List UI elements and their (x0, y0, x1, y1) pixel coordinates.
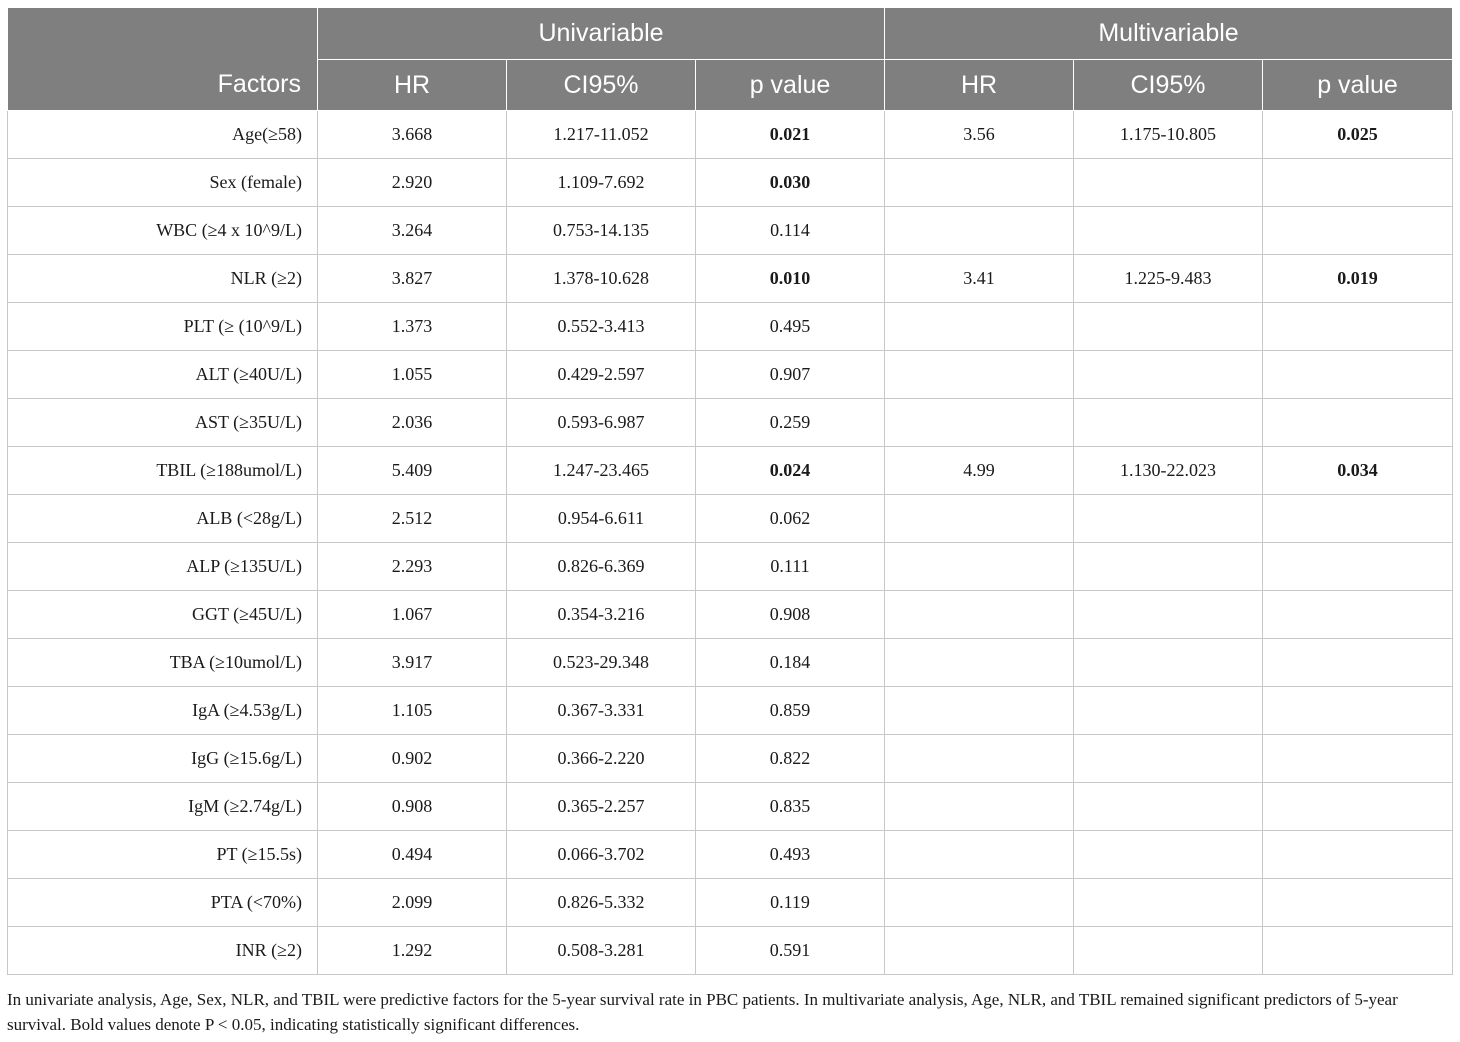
cell-uni-p: 0.062 (696, 495, 885, 543)
cell-uni-p: 0.119 (696, 879, 885, 927)
header-multi-p: p value (1263, 60, 1453, 111)
cell-uni-p: 0.495 (696, 303, 885, 351)
cell-uni-ci: 0.753-14.135 (507, 207, 696, 255)
cell-uni-hr: 3.264 (318, 207, 507, 255)
cell-multi-p (1263, 207, 1453, 255)
cell-multi-hr (885, 159, 1074, 207)
cell-factor: INR (≥2) (8, 927, 318, 975)
cell-uni-ci: 0.365-2.257 (507, 783, 696, 831)
cell-uni-hr: 2.036 (318, 399, 507, 447)
cell-factor: Age(≥58) (8, 111, 318, 159)
cell-factor: ALB (<28g/L) (8, 495, 318, 543)
cell-uni-hr: 3.827 (318, 255, 507, 303)
cell-multi-hr (885, 831, 1074, 879)
cell-uni-hr: 0.908 (318, 783, 507, 831)
cell-uni-p: 0.835 (696, 783, 885, 831)
cell-multi-hr (885, 207, 1074, 255)
cell-uni-ci: 1.217-11.052 (507, 111, 696, 159)
table-row (8, 879, 1453, 927)
table-row (8, 831, 1453, 879)
table-row (8, 159, 1453, 207)
table-row (8, 543, 1453, 591)
cell-multi-hr (885, 879, 1074, 927)
cell-uni-ci: 1.378-10.628 (507, 255, 696, 303)
cell-multi-ci (1074, 351, 1263, 399)
cell-multi-ci: 1.175-10.805 (1074, 111, 1263, 159)
cell-multi-p (1263, 831, 1453, 879)
header-uni-ci: CI95% (507, 60, 696, 111)
cell-factor: Sex (female) (8, 159, 318, 207)
cell-uni-hr: 0.902 (318, 735, 507, 783)
cell-uni-ci: 0.593-6.987 (507, 399, 696, 447)
cell-multi-p (1263, 351, 1453, 399)
cell-multi-ci (1074, 927, 1263, 975)
cell-multi-p (1263, 639, 1453, 687)
cell-uni-hr: 1.292 (318, 927, 507, 975)
cell-multi-p (1263, 687, 1453, 735)
cell-uni-hr: 2.512 (318, 495, 507, 543)
table-row (8, 111, 1453, 159)
cell-multi-ci (1074, 399, 1263, 447)
header-uni-hr: HR (318, 60, 507, 111)
cell-factor: ALT (≥40U/L) (8, 351, 318, 399)
cell-uni-p: 0.591 (696, 927, 885, 975)
cell-factor: ALP (≥135U/L) (8, 543, 318, 591)
cell-multi-p: 0.034 (1263, 447, 1453, 495)
regression-table (7, 7, 1453, 975)
cell-multi-hr (885, 639, 1074, 687)
cell-factor: NLR (≥2) (8, 255, 318, 303)
cell-uni-ci: 0.367-3.331 (507, 687, 696, 735)
table-row (8, 303, 1453, 351)
cell-multi-hr (885, 783, 1074, 831)
cell-uni-hr: 5.409 (318, 447, 507, 495)
cell-uni-hr: 2.920 (318, 159, 507, 207)
header-multivariable: Multivariable (885, 8, 1453, 60)
cell-factor: IgG (≥15.6g/L) (8, 735, 318, 783)
cell-uni-ci: 0.366-2.220 (507, 735, 696, 783)
cell-multi-ci (1074, 591, 1263, 639)
cell-multi-ci (1074, 495, 1263, 543)
cell-multi-p: 0.025 (1263, 111, 1453, 159)
cell-uni-ci: 0.508-3.281 (507, 927, 696, 975)
table-row (8, 783, 1453, 831)
header-multi-ci: CI95% (1074, 60, 1263, 111)
cell-uni-hr: 3.668 (318, 111, 507, 159)
cell-multi-hr (885, 927, 1074, 975)
table-row (8, 687, 1453, 735)
cell-multi-ci (1074, 159, 1263, 207)
table-row (8, 495, 1453, 543)
cell-multi-p: 0.019 (1263, 255, 1453, 303)
cell-multi-hr: 3.41 (885, 255, 1074, 303)
cell-multi-p (1263, 735, 1453, 783)
table-footnote: In univariate analysis, Age, Sex, NLR, and TBIL were predictive factors for the 5-year survival rate in PBC patients. In multivariate analysis, Age, NLR, and TBIL remained significant predictors of 5-year survival. Bold values denote P < 0.05, indicating statistically significant differences. (7, 990, 1398, 1034)
cell-factor: TBIL (≥188umol/L) (8, 447, 318, 495)
cell-multi-ci (1074, 879, 1263, 927)
cell-multi-p (1263, 495, 1453, 543)
cell-uni-hr: 1.055 (318, 351, 507, 399)
cell-factor: GGT (≥45U/L) (8, 591, 318, 639)
cell-factor: PTA (<70%) (8, 879, 318, 927)
cell-uni-p: 0.493 (696, 831, 885, 879)
table-row (8, 735, 1453, 783)
cell-multi-hr (885, 591, 1074, 639)
cell-factor: TBA (≥10umol/L) (8, 639, 318, 687)
cell-multi-ci (1074, 303, 1263, 351)
cell-uni-p: 0.010 (696, 255, 885, 303)
cell-multi-p (1263, 927, 1453, 975)
cell-multi-p (1263, 399, 1453, 447)
cell-multi-hr (885, 351, 1074, 399)
cell-multi-hr (885, 495, 1074, 543)
cell-uni-p: 0.822 (696, 735, 885, 783)
cell-multi-ci (1074, 783, 1263, 831)
cell-uni-hr: 0.494 (318, 831, 507, 879)
table-row (8, 447, 1453, 495)
cell-factor: WBC (≥4 x 10^9/L) (8, 207, 318, 255)
header-factors: Factors (8, 8, 318, 111)
cell-multi-ci (1074, 687, 1263, 735)
table-row (8, 351, 1453, 399)
cell-uni-p: 0.114 (696, 207, 885, 255)
cell-uni-p: 0.024 (696, 447, 885, 495)
cell-multi-ci (1074, 207, 1263, 255)
header-multi-hr: HR (885, 60, 1074, 111)
cell-multi-hr (885, 399, 1074, 447)
header-uni-p: p value (696, 60, 885, 111)
cell-multi-ci (1074, 831, 1263, 879)
table-row (8, 399, 1453, 447)
cell-uni-hr: 1.105 (318, 687, 507, 735)
cell-uni-p: 0.030 (696, 159, 885, 207)
cell-uni-ci: 0.826-6.369 (507, 543, 696, 591)
cell-uni-ci: 0.066-3.702 (507, 831, 696, 879)
cell-multi-hr: 3.56 (885, 111, 1074, 159)
table-header (8, 8, 1453, 111)
cell-multi-ci (1074, 735, 1263, 783)
table-row (8, 639, 1453, 687)
cell-multi-p (1263, 591, 1453, 639)
cell-factor: PLT (≥ (10^9/L) (8, 303, 318, 351)
cell-uni-p: 0.907 (696, 351, 885, 399)
cell-uni-ci: 1.109-7.692 (507, 159, 696, 207)
cell-uni-p: 0.259 (696, 399, 885, 447)
cell-factor: AST (≥35U/L) (8, 399, 318, 447)
cell-uni-p: 0.184 (696, 639, 885, 687)
cell-multi-ci: 1.225-9.483 (1074, 255, 1263, 303)
cell-uni-p: 0.859 (696, 687, 885, 735)
cell-uni-ci: 0.354-3.216 (507, 591, 696, 639)
cell-uni-hr: 1.373 (318, 303, 507, 351)
cell-uni-hr: 3.917 (318, 639, 507, 687)
cell-multi-hr (885, 687, 1074, 735)
cell-multi-hr (885, 735, 1074, 783)
table-body (8, 111, 1453, 975)
cell-multi-p (1263, 159, 1453, 207)
cell-uni-ci: 1.247-23.465 (507, 447, 696, 495)
cell-multi-ci (1074, 639, 1263, 687)
cell-uni-ci: 0.552-3.413 (507, 303, 696, 351)
cell-uni-hr: 2.293 (318, 543, 507, 591)
cell-uni-ci: 0.429-2.597 (507, 351, 696, 399)
cell-multi-p (1263, 879, 1453, 927)
table-row (8, 927, 1453, 975)
cell-factor: IgM (≥2.74g/L) (8, 783, 318, 831)
cell-factor: IgA (≥4.53g/L) (8, 687, 318, 735)
cell-uni-ci: 0.954-6.611 (507, 495, 696, 543)
cell-uni-p: 0.908 (696, 591, 885, 639)
table-row (8, 207, 1453, 255)
header-univariable: Univariable (318, 8, 885, 60)
cell-uni-p: 0.021 (696, 111, 885, 159)
cell-multi-hr (885, 303, 1074, 351)
table-row (8, 255, 1453, 303)
cell-uni-p: 0.111 (696, 543, 885, 591)
cell-multi-p (1263, 303, 1453, 351)
header-row-groups (8, 8, 1453, 60)
cell-multi-p (1263, 543, 1453, 591)
cell-multi-ci (1074, 543, 1263, 591)
cell-multi-ci: 1.130-22.023 (1074, 447, 1263, 495)
cell-multi-p (1263, 783, 1453, 831)
cell-multi-hr (885, 543, 1074, 591)
table-row (8, 591, 1453, 639)
cell-uni-hr: 2.099 (318, 879, 507, 927)
cell-uni-hr: 1.067 (318, 591, 507, 639)
cell-uni-ci: 0.523-29.348 (507, 639, 696, 687)
results-table-container (7, 7, 1452, 975)
cell-uni-ci: 0.826-5.332 (507, 879, 696, 927)
cell-factor: PT (≥15.5s) (8, 831, 318, 879)
cell-multi-hr: 4.99 (885, 447, 1074, 495)
